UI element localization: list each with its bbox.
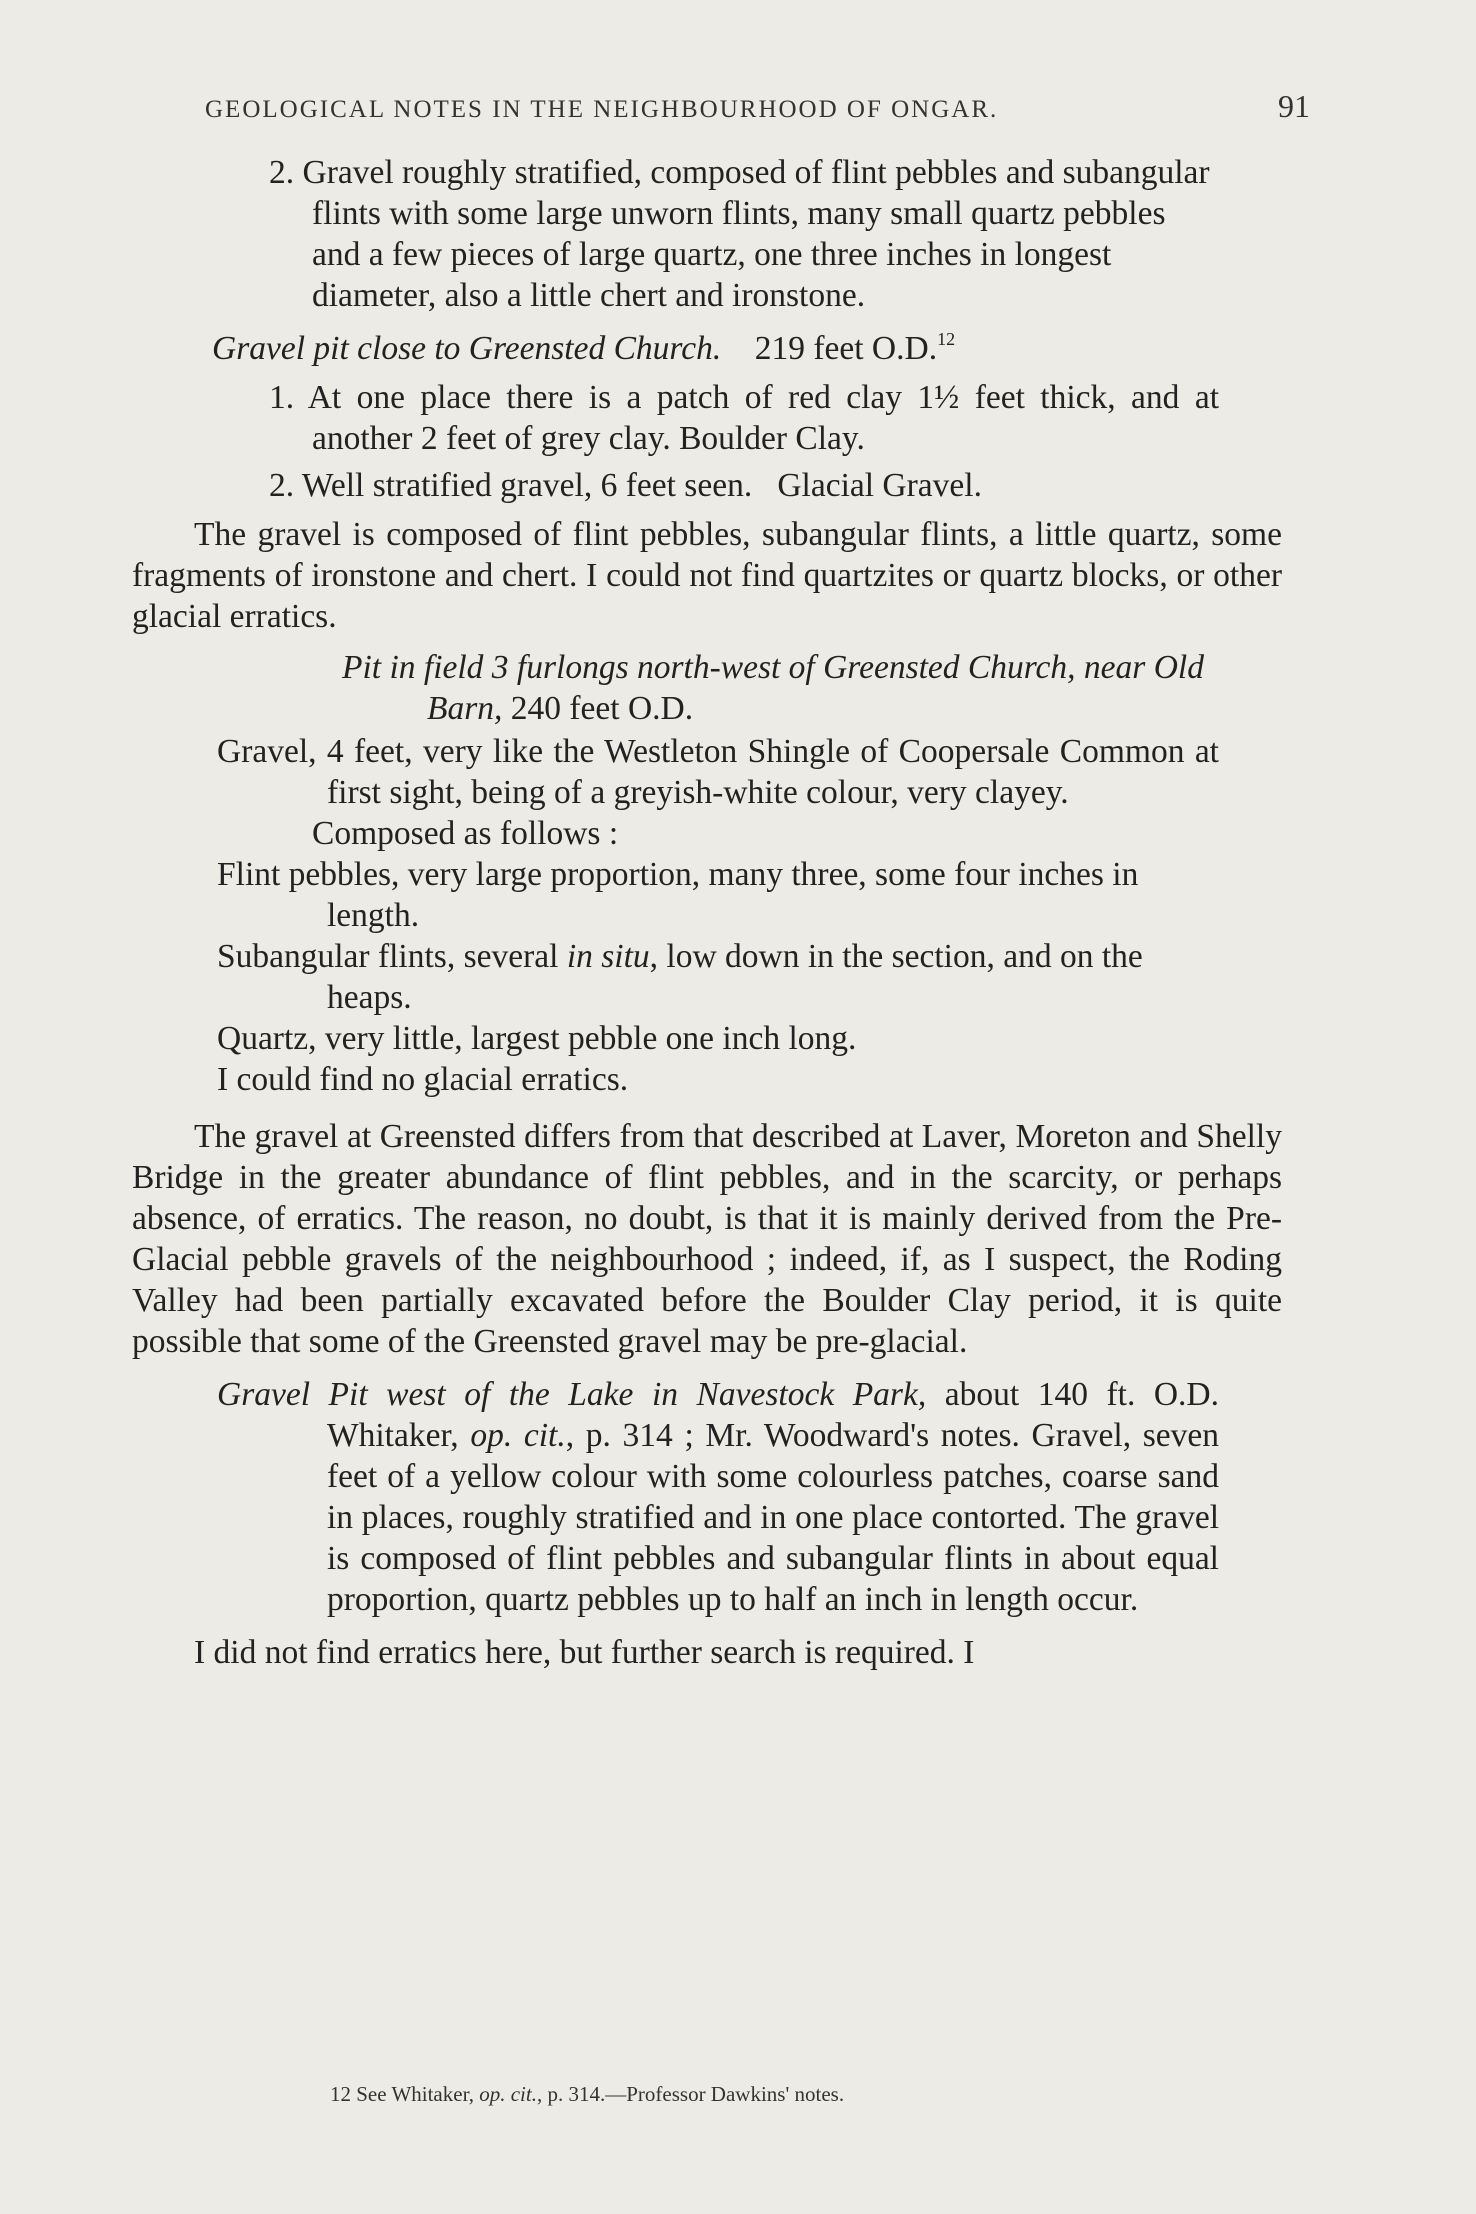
field-pit-composed: Composed as follows : — [312, 815, 619, 852]
item-label: Glacial Gravel. — [777, 467, 982, 504]
greensted-heading — [132, 328, 1282, 369]
footnote — [330, 2082, 844, 2107]
field-pit-heading — [132, 647, 1219, 729]
item-number: 2. — [269, 467, 295, 504]
fraction: ½ — [934, 379, 960, 416]
field-pit-subangular — [132, 936, 1219, 1018]
text-segment: , p. 314 ; Mr. Woodward's notes. Gravel, seven feet of a yellow colour with some colourless patches, coarse sand in places, roughly stratified and in one place contorted. The gravel is composed of flint pebbles and subangular flints in about equal proportion, quartz pebbles up to half an inch in length occur. — [327, 1417, 1219, 1618]
section1-item-2 — [132, 152, 1219, 316]
opcit-italic: op. cit. — [470, 1417, 566, 1454]
footnote-text: , p. 314.—Professor Dawkins' notes. — [536, 2082, 845, 2106]
text-segment: Subangular flints, several — [217, 938, 567, 975]
text-segment: about 140 ft. O.D. Whitaker, — [327, 1376, 1219, 1454]
field-pit-flint: Flint pebbles, very large proportion, many three, some four inches in length. — [217, 856, 1139, 934]
greensted-item-1 — [132, 377, 1219, 459]
field-pit-no-erratics: I could find no glacial erratics. — [217, 1061, 629, 1098]
running-title: GEOLOGICAL NOTES IN THE NEIGHBOURHOOD OF ONGAR. — [205, 96, 999, 123]
paragraph-3: I did not find erratics here, but further search is required. I — [194, 1634, 975, 1671]
footnote-ref: 12 — [937, 329, 956, 349]
item-number: 2. — [269, 154, 295, 191]
footnote-number: 12 — [330, 2082, 351, 2106]
footnote-opcit: op. cit. — [479, 2082, 537, 2106]
footnote-text: See Whitaker, — [351, 2082, 480, 2106]
navestock-title: Gravel Pit west of the Lake in Navestock Park, — [217, 1376, 927, 1413]
item-text: Gravel roughly stratified, composed of flint pebbles and subangular flints with some large unworn flints, many small quartz pebbles and a few pieces of large quartz, one three inches in longest diameter, also a little chert and ironstone. — [302, 154, 1210, 314]
item-label: Boulder Clay. — [679, 420, 865, 457]
text-segment: , low down in the section, and on the heaps. — [327, 938, 1143, 1016]
greensted-height: 219 feet O.D. — [754, 330, 938, 367]
greensted-title: Gravel pit close to Greensted Church. — [212, 330, 722, 367]
page-content — [132, 152, 1282, 1681]
field-pit-gravel: Gravel, 4 feet, very like the Westleton Shingle of Coopersale Common at first sight, being of a greyish-white colour, very clayey. — [217, 733, 1219, 811]
field-pit-height: 240 feet O.D. — [510, 690, 694, 727]
paragraph-1: The gravel is composed of flint pebbles, subangular flints, a little quartz, some fragments of ironstone and chert. I could not find quartzites or quartz blocks, or other glacial erratics. — [132, 516, 1282, 635]
field-pit-quartz: Quartz, very little, largest pebble one inch long. — [217, 1020, 857, 1057]
greensted-item-2 — [132, 465, 1219, 506]
navestock-entry — [132, 1374, 1219, 1620]
page-number: 91 — [1278, 88, 1310, 124]
item-text-a: At one place there is a patch of red clay 1 — [307, 379, 935, 416]
running-header — [205, 88, 1310, 125]
item-text-b: feet thick, and at another 2 feet of grey clay. — [312, 379, 1220, 457]
item-number: 1. — [269, 379, 295, 416]
paragraph-2: The gravel at Greensted differs from that described at Laver, Moreton and Shelly Bridge in the greater abundance of flint pebbles, and in the scarcity, or perhaps absence, of erratics. The reason, no doubt, is that it is mainly derived from the Pre-Glacial pebble gravels of the neighbourhood ; indeed, if, as I suspect, the Roding Valley had been partially excavated before the Boulder Clay period, it is quite possible that some of the Greensted gravel may be pre-glacial. — [132, 1118, 1282, 1360]
item-text: Well stratified gravel, 6 feet seen. — [301, 467, 753, 504]
field-pit-title: Pit in field 3 furlongs north-west of Greensted Church, near Old Barn, — [342, 649, 1204, 727]
in-situ-italic: in situ — [566, 938, 650, 975]
